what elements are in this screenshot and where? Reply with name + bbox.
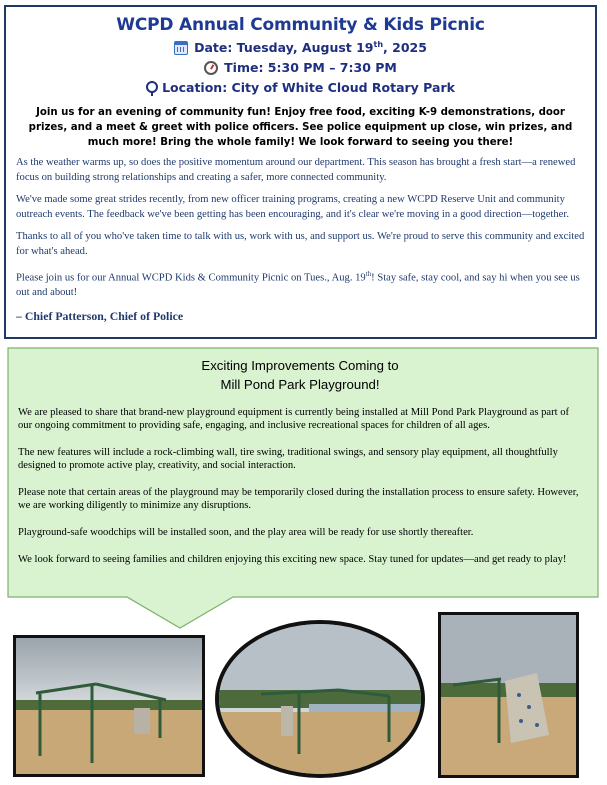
picnic-intro: Join us for an evening of community fun! Enjoy free food, exciting K-9 demonstrations, door prizes, and a meet & greet with police officers. See police equipment up close, win prizes, and much more! Bring the whole family! We look forward to seeing you there! <box>28 107 573 149</box>
playground-photo-2 <box>215 620 425 778</box>
picnic-paragraph-4-rest: ! Stay safe, stay cool, and say hi when you see us out and about! <box>16 272 580 299</box>
playground-paragraph-3: Please note that certain areas of the playground may be temporarily closed during the installation process to ensure safety. However, we are working diligently to minimize any disruptions. <box>18 487 579 512</box>
playground-title-line-1: Exciting Improvements Coming to <box>201 358 399 373</box>
picnic-location-text: Location: City of White Cloud Rotary Park <box>162 80 455 96</box>
chief-signature: – Chief Patterson, Chief of Police <box>16 308 184 323</box>
picnic-time-text: Time: 5:30 PM – 7:30 PM <box>224 60 397 76</box>
playground-title-line-2: Mill Pond Park Playground! <box>220 377 380 392</box>
picnic-date-text: Date: Tuesday, August 19 <box>194 40 374 56</box>
picnic-paragraph-4-sup: th <box>365 270 372 279</box>
picnic-paragraph-3: Thanks to all of you who've taken time to talk with us, work with us, and support us. We're proud to serve this community and excited for what's ahead. <box>16 231 585 257</box>
picnic-date-year: , 2025 <box>383 40 427 56</box>
picnic-title: WCPD Annual Community & Kids Picnic <box>116 15 485 35</box>
playground-photo-3 <box>438 612 579 778</box>
picnic-paragraph-4-text: Please join us for our Annual WCPD Kids & Community Picnic on Tues., Aug. 19 <box>16 272 366 284</box>
playground-paragraph-1: We are pleased to share that brand-new playground equipment is currently being installed at Mill Pond Park Playground as part of our ongoing commitment to providing safe, engaging, and inclusive recreational spaces for children of all ages. <box>18 407 570 432</box>
playground-title <box>100 356 500 394</box>
picnic-paragraph-2: We've made some great strides recently, from new officer training programs, creating a new WCPD Reserve Unit and community outreach events. The feedback we've been getting has been encouraging, and it's clear we're moving in a good direction—together. <box>16 194 569 220</box>
playground-paragraph-4: Playground-safe woodchips will be installed soon, and the play area will be ready for use shortly thereafter. <box>18 527 474 538</box>
playground-body <box>18 406 582 579</box>
playground-photo-1 <box>13 635 205 777</box>
playground-paragraph-5: We look forward to seeing families and children enjoying this exciting new space. Stay tuned for updates—and get ready to play! <box>18 553 567 565</box>
playground-paragraph-2: The new features will include a rock-climbing wall, tire swing, traditional swings, and sensory play equipment, all thoughtfully designed to promote active play, creativity, and social interaction. <box>18 447 558 472</box>
picnic-date-sup: th <box>373 40 384 49</box>
picnic-paragraph-1: As the weather warms up, so does the positive momentum around our department. This season has brought a fresh start—a renewed focus on building strong relationships and creating a safer, more connected community. <box>16 157 576 183</box>
